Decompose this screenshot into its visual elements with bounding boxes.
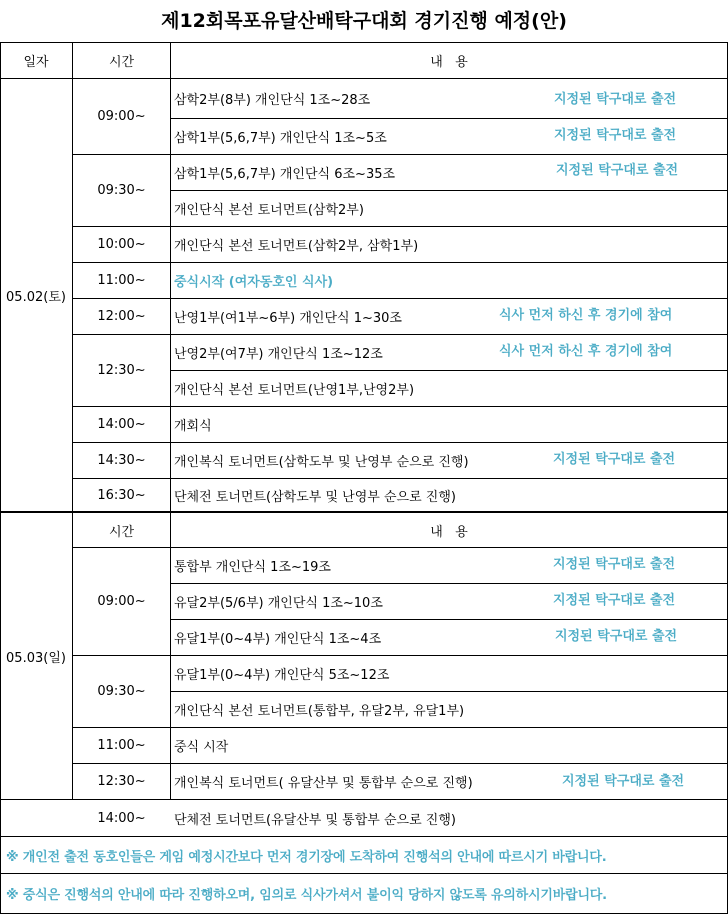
- content-cell: 개인복식 토너먼트(삼학도부 및 난영부 순으로 진행): [174, 455, 469, 470]
- time-cell: 09:00~: [97, 109, 146, 124]
- content-note: 식사 먼저 하신 후 경기에 참여: [499, 344, 673, 359]
- content-cell: 중식 시작: [174, 740, 229, 755]
- content-cell: 개회식: [174, 419, 212, 434]
- time-cell: 16:30~: [97, 487, 146, 503]
- time-cell: 11:00~: [97, 273, 146, 288]
- content-note: 지정된 탁구대로 출전: [562, 774, 685, 789]
- grid-line: [0, 913, 728, 914]
- content-cell: 난영1부(여1부~6부) 개인단식 1~30조: [174, 311, 402, 326]
- content-cell: 유달1부(0~4부) 개인단식 5조~12조: [174, 668, 390, 683]
- header-time: 시간: [108, 55, 135, 70]
- time-cell: 10:00~: [97, 237, 146, 252]
- time-cell: 11:00~: [97, 738, 146, 753]
- content-cell: 유달1부(0~4부) 개인단식 1조~4조: [174, 632, 382, 647]
- footer-notice: ※ 개인전 출전 동호인들은 게임 예정시간보다 먼저 경기장에 도착하여 진행석의 안내에 따르시기 바랍니다.: [6, 849, 607, 865]
- content-cell: 통합부 개인단식 1조~19조: [174, 560, 331, 575]
- content-note: 지정된 탁구대로 출전: [556, 163, 679, 178]
- time-cell: 14:00~: [97, 810, 146, 826]
- footer-notice: ※ 중식은 진행석의 안내에 따라 진행하오며, 임의로 식사가셔서 불이익 당하지 않도록 유의하시기바랍니다.: [6, 888, 607, 903]
- content-cell: 단체전 토너먼트(삼학도부 및 난영부 순으로 진행): [174, 489, 456, 505]
- content-cell: 유달2부(5/6부) 개인단식 1조~10조: [174, 596, 383, 611]
- content-cell: 단체전 토너먼트(유달산부 및 통합부 순으로 진행): [174, 812, 456, 828]
- content-cell: 난영2부(여7부) 개인단식 1조~12조: [174, 347, 383, 362]
- page-title: 제12회목포유달산배탁구대회 경기진행 예정(안): [161, 10, 567, 32]
- content-cell: 삼학2부(8부) 개인단식 1조~28조: [174, 93, 371, 108]
- header-content: 내 용: [430, 55, 468, 70]
- content-cell: 개인단식 본선 토너먼트(삼학2부, 삼학1부): [174, 239, 419, 254]
- time-cell: 12:00~: [97, 309, 146, 324]
- content-cell: 삼학1부(5,6,7부) 개인단식 6조~35조: [174, 167, 396, 182]
- lunch-notice: 중식시작 (여자동호인 식사): [174, 275, 334, 290]
- time-cell: 12:30~: [97, 774, 146, 789]
- schedule-table: [0, 42, 728, 916]
- content-note: 식사 먼저 하신 후 경기에 참여: [499, 308, 673, 323]
- content-note: 지정된 탁구대로 출전: [554, 128, 677, 143]
- content-note: 지정된 탁구대로 출전: [553, 557, 676, 572]
- day1-date: 05.02(토): [6, 289, 66, 305]
- time-cell: 09:00~: [97, 594, 146, 609]
- day2-header-time: 시간: [108, 524, 135, 540]
- time-cell: 14:30~: [97, 453, 146, 468]
- content-note: 지정된 탁구대로 출전: [554, 92, 677, 107]
- content-cell: 삼학1부(5,6,7부) 개인단식 1조~5조: [174, 131, 387, 146]
- content-note: 지정된 탁구대로 출전: [553, 593, 676, 608]
- content-note: 지정된 탁구대로 출전: [555, 629, 678, 644]
- time-cell: 09:30~: [97, 684, 146, 699]
- time-cell: 09:30~: [97, 183, 146, 198]
- day2-date: 05.03(일): [6, 650, 66, 666]
- time-cell: 14:00~: [97, 417, 146, 432]
- header-date: 일자: [23, 55, 49, 70]
- content-cell: 개인단식 본선 토너먼트(삼학2부): [174, 203, 364, 218]
- content-note: 지정된 탁구대로 출전: [553, 452, 676, 467]
- day2-header-content: 내 용: [430, 524, 468, 540]
- time-cell: 12:30~: [97, 363, 146, 378]
- content-cell: 개인복식 토너먼트( 유달산부 및 통합부 순으로 진행): [174, 776, 473, 791]
- content-cell: 개인단식 본선 토너먼트(난영1부,난영2부): [174, 383, 415, 398]
- content-cell: 개인단식 본선 토너먼트(통합부, 유달2부, 유달1부): [174, 704, 465, 719]
